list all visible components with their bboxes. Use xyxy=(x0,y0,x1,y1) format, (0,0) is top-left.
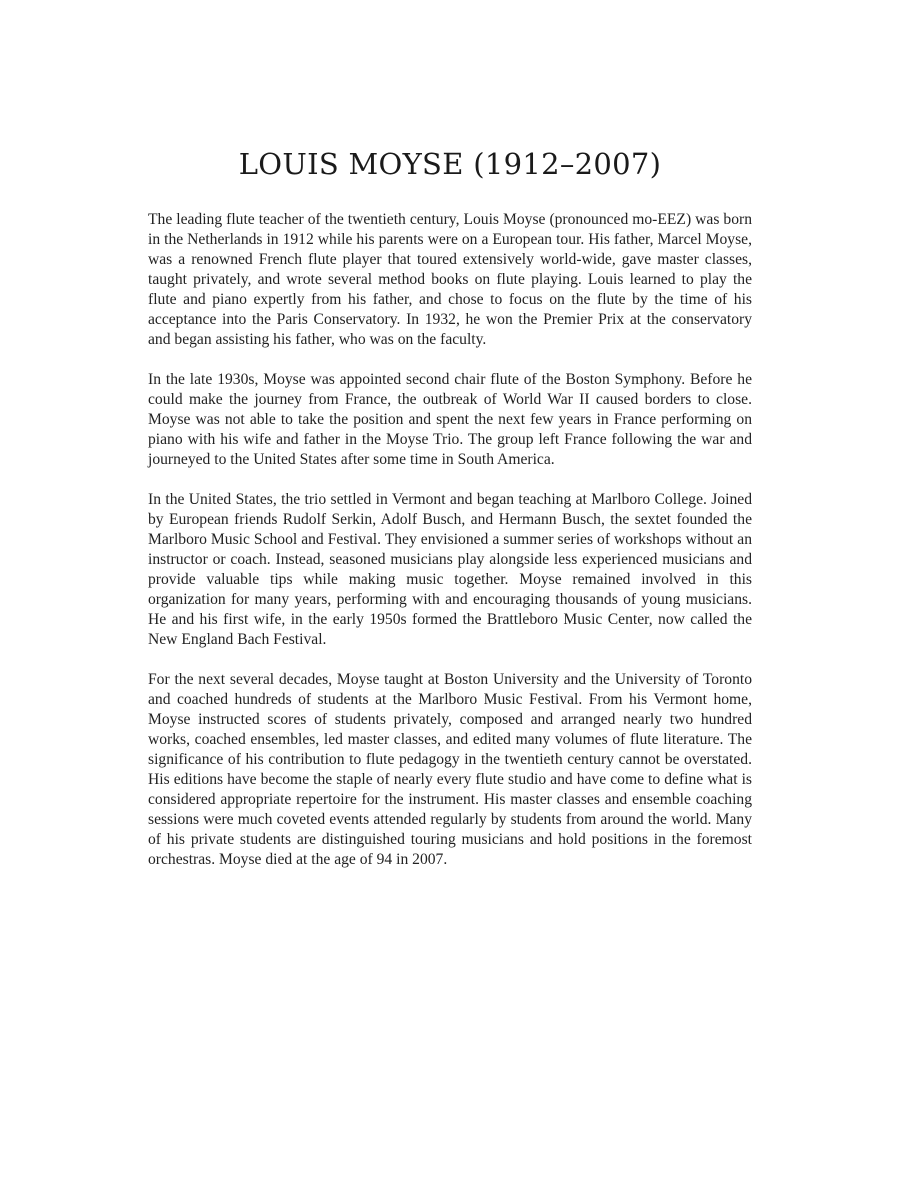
paragraph-early-life: The leading flute teacher of the twentieth century, Louis Moyse (pronounced mo-EEZ) was born in the Netherlands in 1912 while his parents were on a European tour. His father, Marcel Moyse, was a renowned French flute player that toured extensively world-wide, gave master classes, taught privately, and wrote several method books on flute playing. Louis learned to play the flute and piano expertly from his father, and chose to focus on the flute by the time of his acceptance into the Paris Conservatory. In 1932, he won the Premier Prix at the conservatory and began assisting his father, who was on the faculty. xyxy=(148,211,752,348)
paragraph-boston-symphony: In the late 1930s, Moyse was appointed second chair flute of the Boston Symphony. Before he could make the journey from France, the outbreak of World War II caused borders to close. Moyse was not able to take the position and spent the next few years in France performing on piano with his wife and father in the Moyse Trio. The group left France following the war and journeyed to the United States after some time in South America. xyxy=(148,371,752,468)
paragraph-later-career: For the next several decades, Moyse taught at Boston University and the University of Toronto and coached hundreds of students at the Marlboro Music Festival. From his Vermont home, Moyse instructed scores of students privately, composed and arranged nearly two hundred works, coached ensembles, led master classes, and edited many volumes of flute literature. The significance of his contribution to flute pedagogy in the twentieth century cannot be overstated. His editions have become the staple of nearly every flute studio and have come to define what is considered appropriate repertoire for the instrument. His master classes and ensemble coaching sessions were much coveted events attended regularly by students from around the world. Many of his private students are distinguished touring musicians and hold positions in the foremost orchestras. Moyse died at the age of 94 in 2007. xyxy=(148,671,752,868)
biography-body xyxy=(148,210,752,890)
page-title: LOUIS MOYSE (1912–2007) xyxy=(238,147,662,181)
paragraph-marlboro: In the United States, the trio settled in Vermont and began teaching at Marlboro College. Joined by European friends Rudolf Serkin, Adolf Busch, and Hermann Busch, the sextet founded the Marlboro Music School and Festival. They envisioned a summer series of workshops without an instructor or coach. Instead, seasoned musicians play alongside less experienced musicians and provide valuable tips while making music together. Moyse remained involved in this organization for many years, performing with and encouraging thousands of young musicians. He and his first wife, in the early 1950s formed the Brattleboro Music Center, now called the New England Bach Festival. xyxy=(148,491,752,648)
